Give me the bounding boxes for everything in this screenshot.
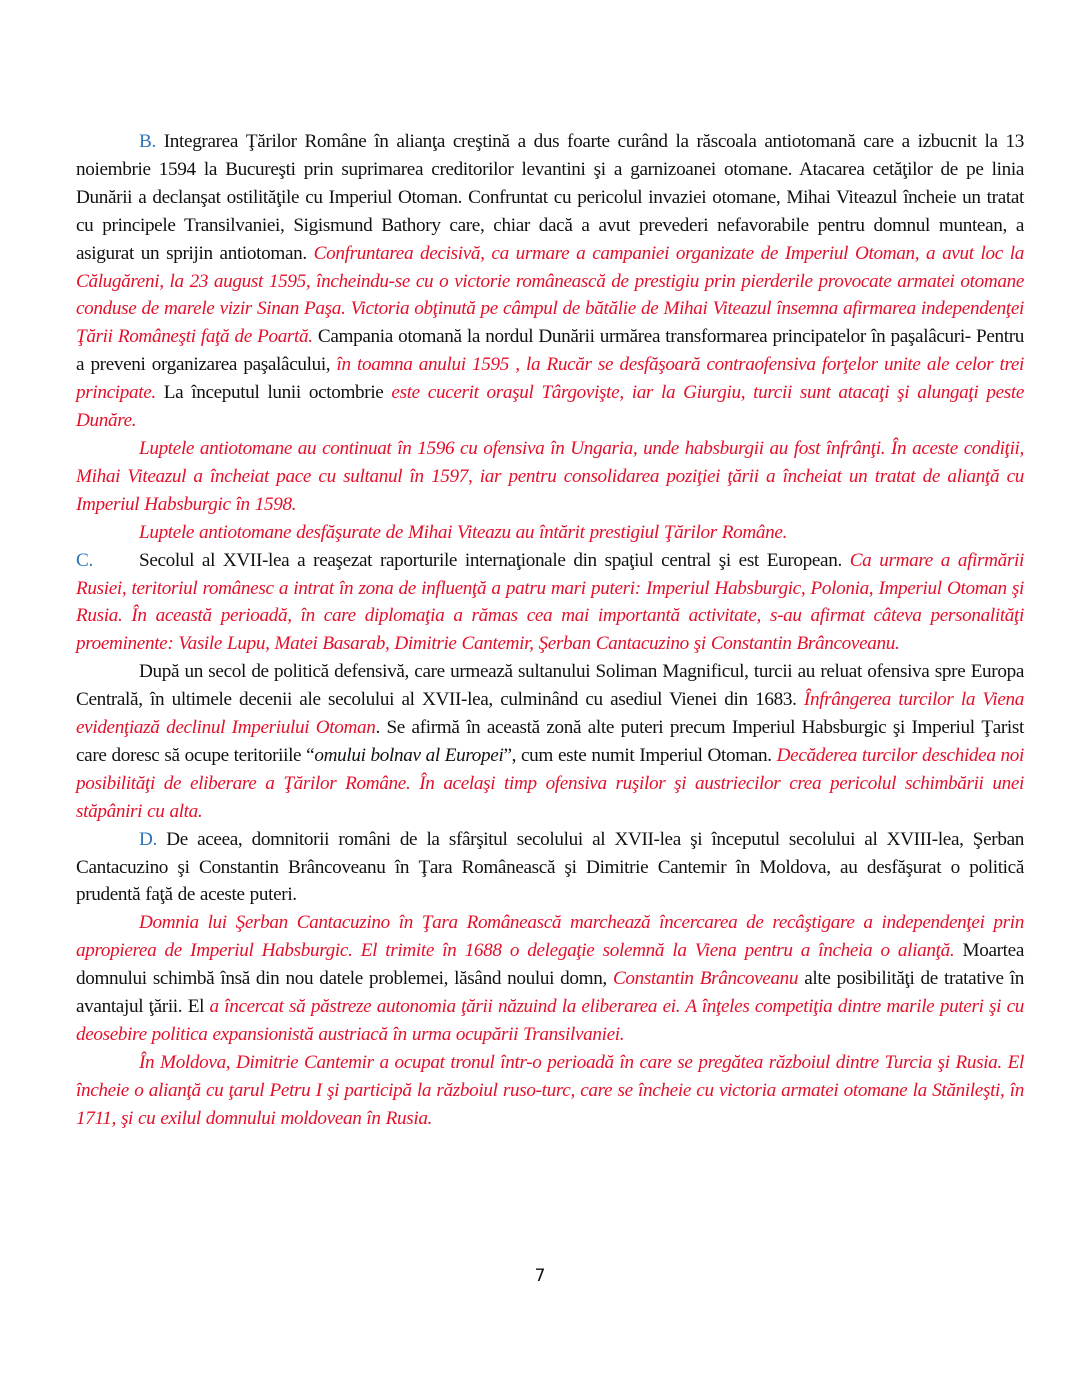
section-d-paragraph-1 [76, 826, 1024, 910]
section-c-paragraph-1 [76, 547, 1024, 659]
text-emphasis: este cucerit oraşul Târgovişte, iar la Giurgiu, turcii sunt atacaţi şi alungaţi peste Dunăre. [76, 382, 1024, 432]
section-b-paragraph-3: Luptele antiotomane desfăşurate de Mihai Viteazu au întărit prestigiul Ţărilor Române. [139, 521, 788, 543]
text-emphasis: Domnia lui Şerban Cantacuzino în Ţara Românească marchează încercarea de recâştigare a independenţei prin apropierea de Imperiul Habsburgic. El trimite în 1688 o delegaţie solemnă la Viena pentru a încheia o alianţă. [76, 912, 1024, 962]
section-label-b: B. [139, 131, 156, 152]
text-emphasis: a încercat să păstreze autonomia ţării năzuind la eliberarea ei. A înţeles competiţia dintre marile puteri şi cu deosebire politica expansionistă austriacă în urma ocupării Transilvaniei. [76, 996, 1024, 1045]
text-plain: Integrarea Ţărilor Române în alianţa creştină a dus foarte curând la răscoala antiotomană care a izbucnit la 13 noiembrie 1594 la Bucureşti prin suprimarea creditorilor levantini şi a garnizoanei otomane. Atacarea cetăţilor de pe linia Dunării a declanşat ostilităţile cu Imperiul Otoman. Confruntat cu pericolul invaziei otomane, Mihai Viteazul încheie un tratat cu principele Transilvaniei, Sigismund Bathory care, chiar dacă a avut prevederi nefavorabile pentru domnul muntean, a asigurat un sprijin antiotoman. [76, 131, 1024, 264]
text-plain: ”, cum este numit Imperiul Otoman. [503, 744, 777, 766]
page-number: 7 [534, 1266, 546, 1286]
section-label-c: C. [76, 549, 93, 571]
text-emphasis: Confruntarea decisivă, ca urmare a campaniei organizate de Imperiul Otoman, a avut loc la Călugăreni, la 23 august 1595, încheindu-se cu o victorie românească de prestigiu prin pierderile provocate armatei otomane conduse de marele vizir Sinan Paşa. Victoria obţinută pe câmpul de bătălie de Mihai Viteazul însemna afirmarea independenţei Ţării Româneşti faţă de Poartă. [76, 242, 1025, 348]
text-plain: Secolul al XVII-lea a reaşezat raporturile internaţionale din spaţiul central şi est European. [139, 549, 850, 571]
section-b-paragraph-2: Luptele antiotomane au continuat în 1596 cu ofensiva în Ungaria, unde habsburgii au fost înfrânţi. În aceste condiţii, Mihai Viteazul a încheiat pace cu sultanul în 1597, iar pentru consolidarea poziţiei ţării a încheiat un tratat de alianţă cu Imperiul Habsburgic în 1598. [76, 437, 1024, 515]
text-plain: După un secol de politică defensivă, care urmează sultanului Soliman Magnificul, turcii au reluat ofensiva spre Europa Centrală, în ultimele decenii ale secolului al XVII-lea, culminând cu asediul Vienei din 1683. [76, 661, 1024, 711]
text-emphasis: Constantin Brâncoveanu [612, 968, 799, 990]
text-plain: alte posibilităţi de tratative în avantajul ţării. El [76, 968, 1024, 1018]
section-d-paragraph-3: În Moldova, Dimitrie Cantemir a ocupat tronul într-o perioadă în care se pregătea războiul dintre Turcia şi Rusia. El încheie o alianţă cu ţarul Petru I şi participă la războiul ruso-turc, care se încheie cu victoria armatei otomane la Stănileşti, în 1711, şi cu exilul domnului moldovean în Rusia. [76, 1051, 1024, 1129]
text-plain: La începutul lunii octombrie [155, 382, 392, 404]
text-plain: . Se afirmă în această zonă alte puteri precum Imperiul Habsburgic şi Imperiul Ţarist care doresc să ocupe teritoriile “ [76, 717, 1024, 766]
section-label-d: D. [139, 828, 157, 850]
section-d-paragraph-2 [76, 909, 1024, 1049]
text-italic-quote: omului bolnav al Europei [314, 744, 504, 766]
text-plain: De aceea, domnitorii români de la sfârşitul secolului al XVII-lea şi începutul secolului al XVIII-lea, Şerban Cantacuzino şi Constantin Brâncoveanu în Ţara Românească şi Dimitrie Cantemir în Moldova, au desfăşurat o politică prudentă faţă de aceste puteri. [76, 828, 1024, 906]
text-plain: Moartea domnului schimbă însă din nou datele problemei, lăsând noului domn, [76, 940, 1024, 990]
section-c-paragraph-2 [76, 658, 1024, 825]
document-page [76, 128, 1024, 1133]
section-b-paragraph-1 [76, 128, 1024, 435]
text-plain: Campania otomană la nordul Dunării urmărea transformarea principatelor în paşalâcuri- Pentru a preveni organizarea paşalâcului, [76, 326, 1025, 376]
text-emphasis: Decăderea turcilor deschidea noi posibilităţi de eliberare a Ţărilor Române. În acelaşi timp ofensiva ruşilor şi austriecilor crea pericolul schimbării unei stăpâniri cu alta. [76, 744, 1025, 822]
text-emphasis: Înfrângerea turcilor la Viena evidenţiază declinul Imperiului Otoman [76, 689, 1025, 739]
text-emphasis: în toamna anului 1595 , la Rucăr se desfăşoară contraofensiva forţelor unite ale celor trei principate. [76, 354, 1025, 404]
text-emphasis: Ca urmare a afirmării Rusiei, teritoriul românesc a intrat în zona de influenţă a patru mari puteri: Imperiul Habsburgic, Polonia, Imperiul Otoman şi Rusia. În această perioadă, în care diplomaţia a rămas cea mai importantă activitate, s-au afirmat câteva personalităţi proeminente: Vasile Lupu, Matei Basarab, Dimitrie Cantemir, Şerban Cantacuzino şi Constantin Brâncoveanu. [76, 549, 1024, 655]
